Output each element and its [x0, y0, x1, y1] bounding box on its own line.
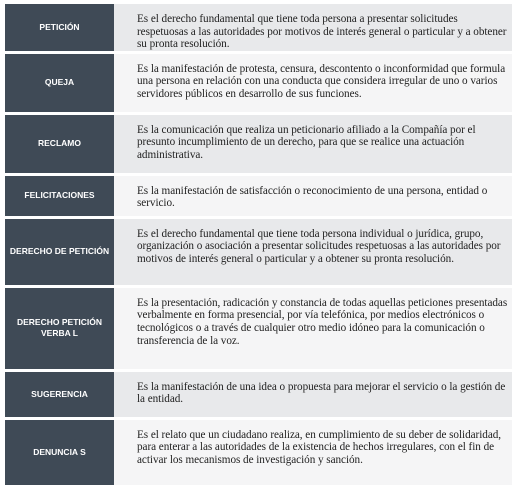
term-cell: FELICITACIONES	[5, 176, 114, 219]
definition-cell: Es la manifestación de satisfacción o reconocimiento de una persona, entidad o servicio.	[114, 176, 512, 219]
term-cell: QUEJA	[5, 54, 114, 115]
table-row-reclamo	[5, 115, 512, 176]
term-cell: PETICIÓN	[5, 4, 114, 54]
definition-cell: Es el derecho fundamental que tiene toda persona individual o jurídica, grupo, organización o asociación a presentar solicitudes respetuosas a las autoridades por motivos de interés general o particular y a obtener su pronta resolución.	[114, 219, 512, 288]
definition-cell: Es la presentación, radicación y constancia de todas aquellas peticiones presentadas verbalmente en forma presencial, por vía telefónica, por medios electrónicos o tecnológicos o a través de cualquier otro medio idóneo para la comunicación o transferencia de la voz.	[114, 288, 512, 372]
term-cell: RECLAMO	[5, 115, 114, 176]
term-cell: DENUNCIA S	[5, 420, 114, 488]
definition-cell: Es el relato que un ciudadano realiza, en cumplimiento de su deber de solidaridad, para enterar a las autoridades de la existencia de hechos irregulares, con el fin de activar los mecanismos de investigación y sanción.	[114, 420, 512, 488]
term-cell: SUGERENCIA	[5, 372, 114, 420]
table-row-peticion	[5, 4, 512, 54]
table-row-felicitaciones	[5, 176, 512, 219]
definition-cell: Es el derecho fundamental que tiene toda persona a presentar solicitudes respetuosas a las autoridades por motivos de interés general o particular y a obtener su pronta resolución.	[114, 4, 512, 54]
definition-cell: Es la manifestación de protesta, censura, descontento o inconformidad que formula una persona en relación con una conducta que considera irregular de uno o varios servidores públicos en desarrollo de sus funciones.	[114, 54, 512, 115]
term-cell: DERECHO DE PETICIÓN	[5, 219, 114, 288]
term-cell: DERECHO PETICIÓN VERBA L	[5, 288, 114, 372]
definition-cell: Es la comunicación que realiza un peticionario afiliado a la Compañía por el presunto incumplimiento de un derecho, para que se realice una actuación administrativa.	[114, 115, 512, 176]
table-row-sugerencia	[5, 372, 512, 420]
table-row-queja	[5, 54, 512, 115]
table-row-denuncias	[5, 420, 512, 488]
definition-cell: Es la manifestación de una idea o propuesta para mejorar el servicio o la gestión de la entidad.	[114, 372, 512, 420]
definitions-table	[5, 4, 512, 488]
table-row-derecho-peticion-verbal	[5, 288, 512, 372]
table-row-derecho-de-peticion	[5, 219, 512, 288]
